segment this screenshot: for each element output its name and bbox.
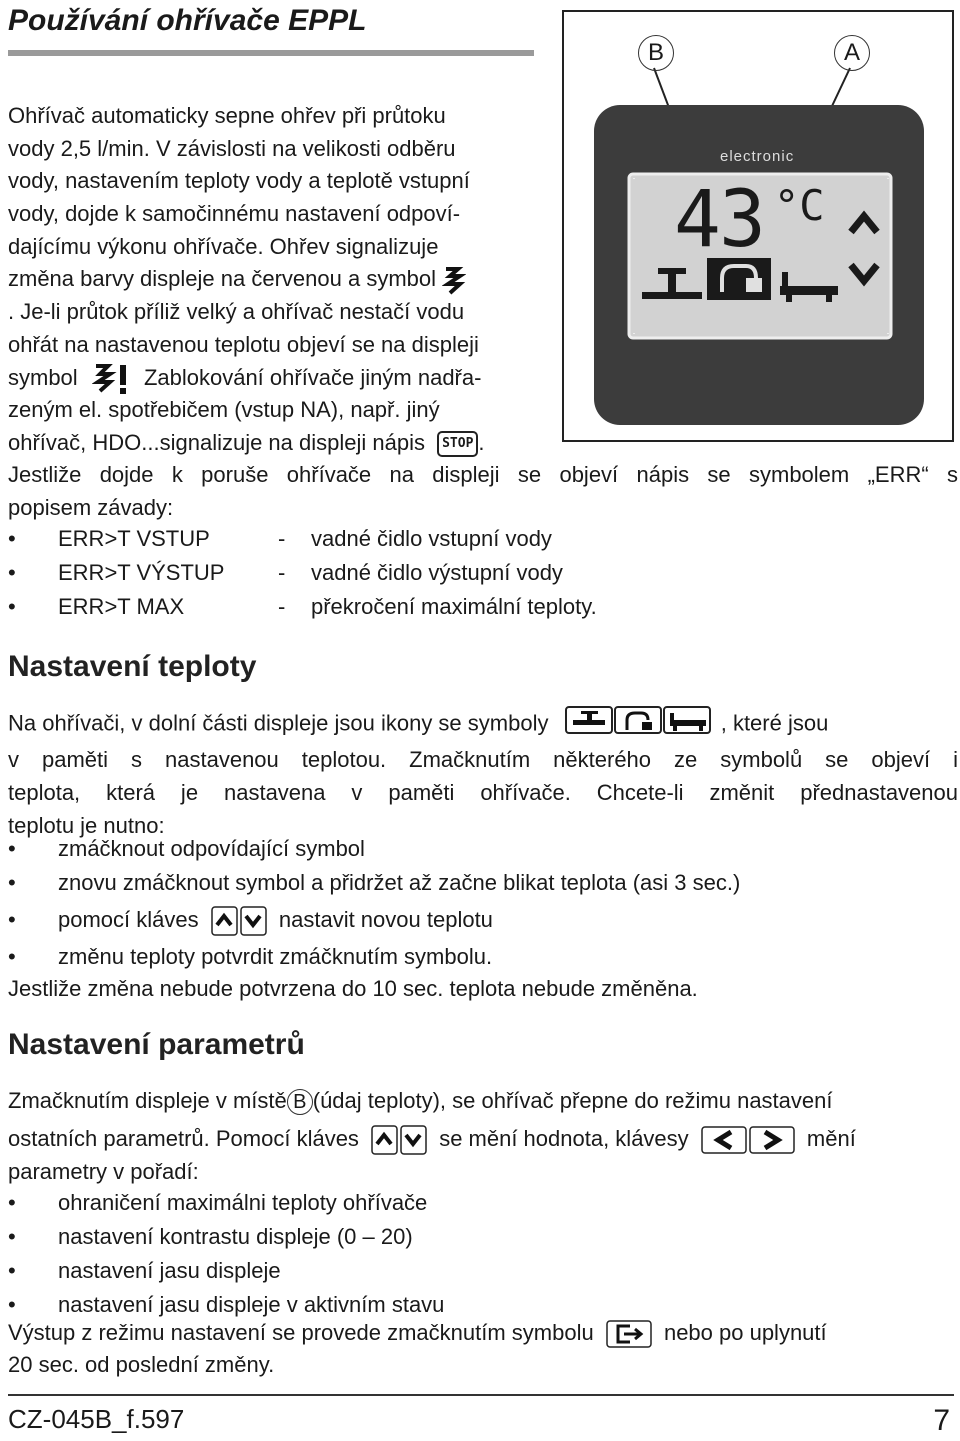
step-text: nastavit novou teplotu <box>278 907 493 932</box>
error-dash: - <box>278 594 286 619</box>
label-a: A <box>834 35 870 71</box>
temperature-line: v paměti s nastavenou teplotou. Zmačknutím některého ze symbolů se objeví i <box>8 747 958 772</box>
temperature-text: , které jsou <box>720 710 829 736</box>
temperature-line <box>8 706 958 743</box>
left-right-keys-icon <box>701 1125 795 1155</box>
intro-line: ohřát na nastavenou teplotu objeví se na displeji <box>8 331 479 357</box>
parameters-text: se mění hodnota, klávesy <box>439 1126 689 1151</box>
intro-line: Ohřívač automaticky sepne ohřev při průtoku <box>8 103 446 128</box>
list-item: • změnu teploty potvrdit zmáčknutím symbolu. <box>8 940 740 974</box>
page-title: Používání ohřívače EPPL <box>8 4 367 37</box>
temperature-closing: Jestliže změna nebude potvrzena do 10 sec. teplota nebude změněna. <box>8 976 698 1001</box>
intro-line: vody 2,5 l/min. V závislosti na velikosti odběru <box>8 135 456 161</box>
exit-icon <box>606 1320 652 1348</box>
parameters-text: mění <box>806 1126 856 1151</box>
parameters-text: (údaj teploty), se ohřívač přepne do režimu nastavení <box>312 1088 833 1113</box>
error-dash: - <box>278 526 286 551</box>
exit-text: Výstup z režimu nastavení se provede zmačknutím symbolu <box>8 1320 594 1345</box>
footer-divider <box>8 1394 954 1396</box>
label-b-inline: B <box>287 1089 313 1115</box>
intro-paragraph <box>8 100 538 460</box>
list-item <box>8 900 740 940</box>
section-heading-temperature: Nastavení teploty <box>8 650 257 683</box>
temperature-unit: °C <box>774 181 825 230</box>
exit-line <box>8 1316 958 1350</box>
parameters-line <box>8 1082 958 1120</box>
error-desc: překročení maximální teploty. <box>311 594 597 619</box>
intro-line: . Je-li průtok příliž velký a ohřívač nestačí vodu <box>8 299 465 325</box>
device-illustration <box>562 10 954 442</box>
error-intro-line: Jestliže dojde k poruše ohřívače na displeji se objeví nápis se symbolem „ERR“ s <box>8 462 958 487</box>
parameters-line: parametry v pořadí: <box>8 1159 199 1184</box>
intro-text: symbol <box>8 364 78 390</box>
temperature-line: teplota, která je nastavena v paměti ohřívače. Chcete-li změnit přednastavenou <box>8 780 958 805</box>
intro-text: . <box>478 429 485 455</box>
error-code: ERR>T VSTUP <box>58 526 210 551</box>
mode-icons <box>565 706 711 743</box>
document-code: CZ-045B_f.597 <box>8 1404 185 1434</box>
list-item: • zmáčknout odpovídající symbol <box>8 832 740 866</box>
page-number: 7 <box>933 1404 950 1437</box>
temperature-paragraph <box>8 706 958 842</box>
intro-text: Zablokování ohřívače jiným nadřa- <box>143 364 482 390</box>
list-item: • znovu zmáčknout symbol a přidržet až začne blikat teplota (asi 3 sec.) <box>8 866 740 900</box>
list-item: • nastavení jasu displeje <box>8 1254 444 1288</box>
intro-text: změna barvy displeje na červenou a symbol <box>8 266 437 292</box>
error-paragraph <box>8 458 958 524</box>
list-item <box>8 556 597 590</box>
intro-line: vody, nastavením teploty vody a teplotě vstupní <box>8 168 470 194</box>
error-dash: - <box>278 560 286 585</box>
list-item: • nastavení kontrastu displeje (0 – 20) <box>8 1220 444 1254</box>
parameters-line <box>8 1120 958 1158</box>
parameters-list <box>8 1186 444 1322</box>
intro-line <box>8 362 538 395</box>
error-intro-line: popisem závady: <box>8 495 174 520</box>
temperature-steps <box>8 832 740 974</box>
exit-line: 20 sec. od poslední změny. <box>8 1352 275 1377</box>
parameters-text: Zmačknutím displeje v místě <box>8 1088 287 1113</box>
intro-text: ohřívač, HDO...signalizuje na displeji nápis <box>8 429 425 455</box>
title-divider <box>8 50 534 56</box>
device-brand: electronic <box>720 148 795 165</box>
intro-line <box>8 263 538 296</box>
intro-line: dajícímu výkonu ohřívače. Ohřev signalizuje <box>8 233 439 259</box>
error-list <box>8 522 597 624</box>
intro-line: vody, dojde k samočinnému nastavení odpoví- <box>8 201 461 227</box>
heating-icon <box>442 266 466 296</box>
warning-heating-icon <box>92 363 136 395</box>
parameters-paragraph <box>8 1082 958 1186</box>
list-item <box>8 522 597 556</box>
list-item: • nastavení jasu displeje v aktivním stavu <box>8 1288 444 1322</box>
up-down-keys-icon <box>211 904 267 938</box>
parameters-text: ostatních parametrů. Pomocí kláves <box>8 1126 359 1151</box>
temperature-text: Na ohřívači, v dolní části displeje jsou ikony se symboly <box>8 710 549 736</box>
stop-icon: STOP <box>437 431 478 457</box>
list-item: • ohraničení maximálni teploty ohřívače <box>8 1186 444 1220</box>
up-down-keys-icon <box>371 1123 427 1157</box>
intro-line <box>8 427 538 460</box>
exit-paragraph <box>8 1316 958 1380</box>
intro-line: zeným el. spotřebičem (vstup NA), např. jiný <box>8 397 440 423</box>
error-desc: vadné čidlo výstupní vody <box>311 560 563 585</box>
temperature-value[interactable]: 43 <box>674 175 764 265</box>
error-desc: vadné čidlo vstupní vody <box>311 526 552 551</box>
temperature-line: teplotu je nutno: <box>8 813 165 838</box>
list-item <box>8 590 597 624</box>
section-heading-parameters: Nastavení parametrů <box>8 1028 305 1061</box>
exit-text: nebo po uplynutí <box>663 1320 827 1345</box>
error-code: ERR>T VÝSTUP <box>58 560 225 585</box>
error-code: ERR>T MAX <box>58 594 185 619</box>
step-text: pomocí kláves <box>58 907 199 932</box>
label-b: B <box>638 35 674 71</box>
mode-symbols-icon <box>565 706 711 734</box>
